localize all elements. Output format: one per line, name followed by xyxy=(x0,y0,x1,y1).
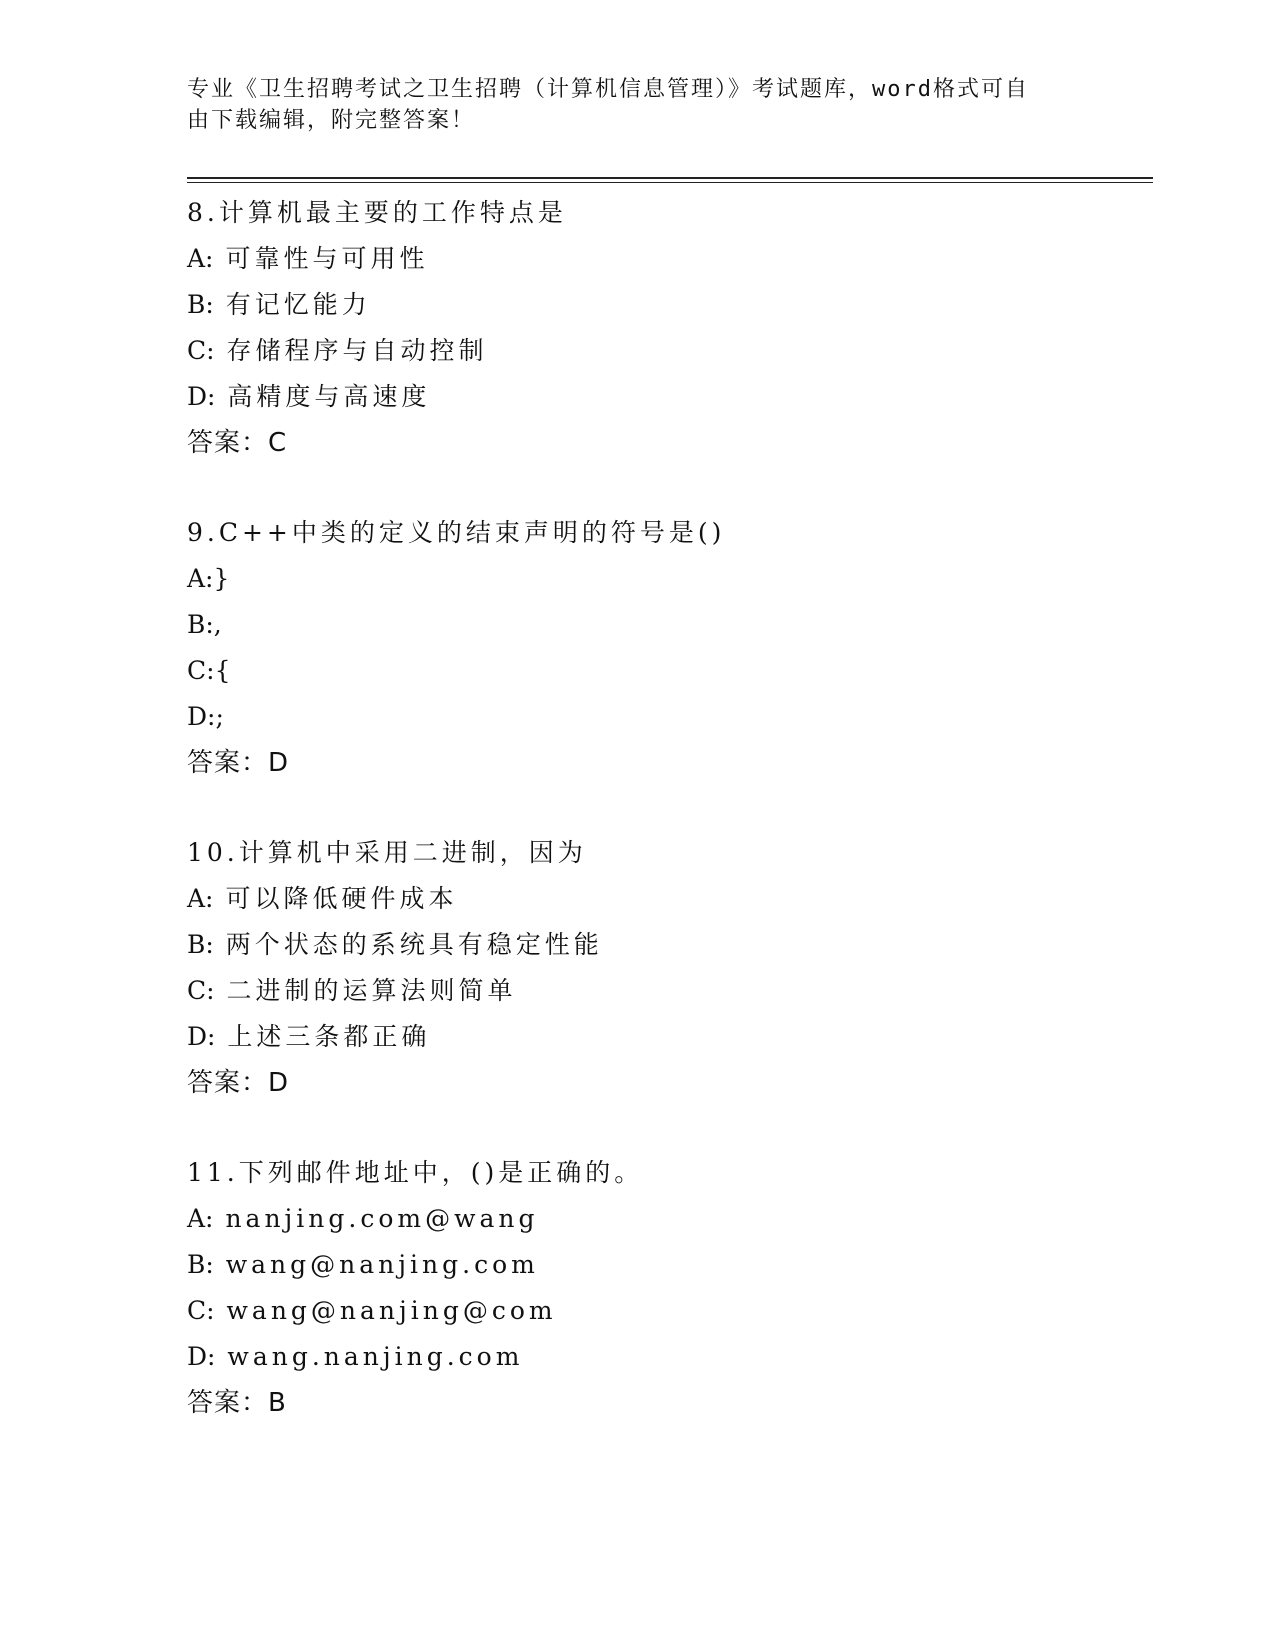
option-text: , xyxy=(213,610,226,639)
option-text: 上述三条都正确 xyxy=(227,1022,431,1051)
header-divider xyxy=(187,177,1153,183)
option-a xyxy=(187,876,1137,922)
question-9 xyxy=(187,510,1137,786)
option-a xyxy=(187,1196,1137,1242)
option-label: A: xyxy=(187,244,214,273)
question-11 xyxy=(187,1150,1137,1426)
header-line-2: 由下载编辑，附完整答案！ xyxy=(187,108,476,133)
option-text: 二进制的运算法则简单 xyxy=(226,976,517,1005)
option-d xyxy=(187,694,1137,740)
option-d xyxy=(187,1334,1137,1380)
option-label: B: xyxy=(187,610,214,639)
option-label: B: xyxy=(187,930,214,959)
question-stem: 11.下列邮件地址中，()是正确的。 xyxy=(187,1158,644,1187)
option-text: wang@nanjing.com xyxy=(225,1250,539,1279)
question-stem: 10.计算机中采用二进制，因为 xyxy=(187,838,587,867)
option-c xyxy=(187,1288,1137,1334)
option-label: C: xyxy=(187,656,215,685)
option-d xyxy=(187,374,1137,420)
option-label: C: xyxy=(187,1296,215,1325)
question-list xyxy=(187,190,1137,1470)
option-text: 两个状态的系统具有稳定性能 xyxy=(225,930,603,959)
option-c xyxy=(187,648,1137,694)
question-8 xyxy=(187,190,1137,466)
option-text: ; xyxy=(215,702,228,731)
option-b xyxy=(187,282,1137,328)
question-10 xyxy=(187,830,1137,1106)
option-text: wang.nanjing.com xyxy=(227,1342,524,1371)
option-a xyxy=(187,236,1137,282)
option-label: D: xyxy=(187,382,216,411)
option-c xyxy=(187,968,1137,1014)
option-text: } xyxy=(213,564,234,593)
option-b xyxy=(187,602,1137,648)
option-text: nanjing.com@wang xyxy=(225,1204,539,1233)
option-label: B: xyxy=(187,290,214,319)
answer: 答案：B xyxy=(187,1388,287,1418)
option-label: D: xyxy=(187,702,216,731)
document-header xyxy=(187,74,1087,136)
option-label: D: xyxy=(187,1022,216,1051)
answer: 答案：D xyxy=(187,748,290,778)
option-label: C: xyxy=(187,976,215,1005)
option-b xyxy=(187,1242,1137,1288)
option-b xyxy=(187,922,1137,968)
option-text: wang@nanjing@com xyxy=(226,1296,557,1325)
question-stem: 9.C++中类的定义的结束声明的符号是() xyxy=(187,518,726,547)
answer: 答案：D xyxy=(187,1068,290,1098)
answer: 答案：C xyxy=(187,428,288,458)
option-label: A: xyxy=(187,564,214,593)
option-label: A: xyxy=(187,1204,214,1233)
option-c xyxy=(187,328,1137,374)
option-label: B: xyxy=(187,1250,214,1279)
option-text: 有记忆能力 xyxy=(225,290,371,319)
option-text: 可靠性与可用性 xyxy=(225,244,429,273)
question-stem: 8.计算机最主要的工作特点是 xyxy=(187,198,567,227)
option-text: { xyxy=(214,656,235,685)
option-text: 可以降低硬件成本 xyxy=(225,884,458,913)
header-line-1: 专业《卫生招聘考试之卫生招聘（计算机信息管理）》考试题库，word格式可自 xyxy=(187,77,1029,102)
option-d xyxy=(187,1014,1137,1060)
option-label: C: xyxy=(187,336,215,365)
option-text: 高精度与高速度 xyxy=(227,382,431,411)
option-text: 存储程序与自动控制 xyxy=(226,336,488,365)
option-label: D: xyxy=(187,1342,216,1371)
option-a xyxy=(187,556,1137,602)
option-label: A: xyxy=(187,884,214,913)
